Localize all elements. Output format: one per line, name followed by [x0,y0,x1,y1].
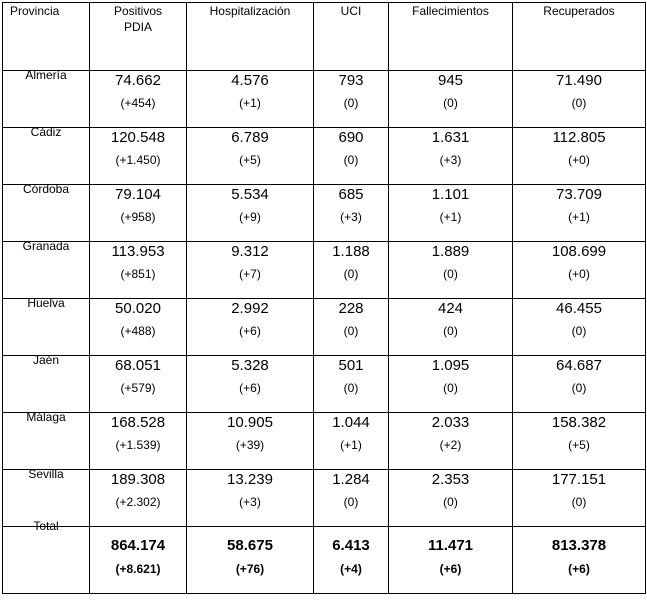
fallecimientos-delta: (0) [443,267,458,281]
hospitalizacion-cell [187,242,314,299]
fallecimientos-cell [389,242,513,299]
fallecimientos-delta: (+1) [439,210,462,224]
provincia-cell [3,353,90,413]
fallecimientos-delta: (0) [443,381,458,395]
recuperados-delta: (+0) [568,153,590,167]
uci-value: 690 [338,129,364,146]
uci-delta: (0) [343,324,359,338]
recuperados-cell [513,413,646,470]
fallecimientos-cell [389,527,513,594]
uci-delta: (0) [343,267,359,281]
hospitalizacion-cell [187,71,314,128]
hospitalizacion-value: 9.312 [231,243,269,260]
positivos-cell [90,185,187,242]
table-row [3,470,646,527]
provincia-cell [3,467,90,527]
fallecimientos-value: 2.353 [431,471,470,488]
recuperados-cell [513,527,646,594]
fallecimientos-cell [389,299,513,356]
recuperados-cell [513,299,646,356]
uci-cell [314,128,389,185]
fallecimientos-value: 1.101 [431,186,470,203]
positivos-value: 79.104 [115,186,161,203]
positivos-delta: (+488) [120,324,156,338]
positivos-delta: (+1.450) [115,153,161,167]
positivos-delta: (+8.621) [115,562,161,576]
header-positivos: Positivos PDIA [90,3,187,71]
hospitalizacion-delta: (+3) [239,495,261,509]
hospitalizacion-cell [187,470,314,527]
positivos-value: 168.528 [110,414,166,431]
positivos-value: 50.020 [115,300,161,317]
table-row [3,356,646,413]
uci-cell [314,527,389,594]
positivos-delta: (+454) [120,96,156,110]
provincia-name: Cádiz [30,125,62,139]
hospitalizacion-value: 13.239 [227,471,273,488]
table-row [3,413,646,470]
recuperados-delta: (0) [571,495,587,509]
uci-cell [314,71,389,128]
recuperados-cell [513,185,646,242]
hospitalizacion-cell [187,527,314,594]
table-row [3,185,646,242]
recuperados-value: 177.151 [551,471,607,488]
table-row [3,128,646,185]
header-hospitalizacion: Hospitalización [187,3,314,71]
fallecimientos-delta: (0) [443,96,458,110]
fallecimientos-delta: (+6) [439,562,462,576]
recuperados-value: 73.709 [556,186,602,203]
fallecimientos-value: 1.095 [431,357,470,374]
recuperados-value: 112.805 [552,129,606,146]
hospitalizacion-delta: (+9) [239,210,261,224]
positivos-value: 74.662 [115,72,161,89]
header-provincia: Provincia [3,3,90,71]
positivos-value: 864.174 [110,537,166,554]
fallecimientos-cell [389,356,513,413]
hospitalizacion-delta: (+7) [239,267,261,281]
hospitalizacion-delta: (+6) [239,324,261,338]
uci-value: 6.413 [332,537,370,554]
recuperados-delta: (+5) [568,438,590,452]
uci-value: 501 [338,357,364,374]
fallecimientos-cell [389,413,513,470]
fallecimientos-value: 1.631 [431,129,470,146]
provincia-name: Granada [22,239,70,253]
uci-cell [314,242,389,299]
fallecimientos-cell [389,128,513,185]
header-fallecimientos: Fallecimientos [389,3,513,71]
uci-value: 793 [338,72,364,89]
positivos-cell [90,413,187,470]
uci-cell [314,185,389,242]
fallecimientos-value: 11.471 [427,537,474,554]
uci-delta: (0) [343,381,359,395]
positivos-delta: (+1.539) [115,438,161,452]
positivos-cell [90,71,187,128]
provincia-cell [3,182,90,242]
uci-value: 1.188 [332,243,370,260]
hospitalizacion-delta: (+76) [235,562,265,576]
provincia-name: Sevilla [28,467,64,481]
fallecimientos-delta: (0) [443,495,458,509]
positivos-value: 189.308 [110,471,166,488]
hospitalizacion-cell [187,299,314,356]
positivos-delta: (+579) [120,381,156,395]
fallecimientos-value: 945 [437,72,464,89]
provincia-cell [3,519,90,594]
table-row [3,242,646,299]
hospitalizacion-cell [187,185,314,242]
uci-delta: (+3) [340,210,362,224]
provincia-name: Córdoba [22,182,70,196]
fallecimientos-cell [389,71,513,128]
positivos-cell [90,299,187,356]
uci-cell [314,299,389,356]
header-recuperados: Recuperados [513,3,646,71]
hospitalizacion-value: 10.905 [227,414,273,431]
fallecimientos-value: 2.033 [431,414,470,431]
recuperados-delta: (+1) [568,210,590,224]
recuperados-value: 813.378 [551,537,607,554]
uci-value: 228 [338,300,364,317]
hospitalizacion-delta: (+5) [239,153,261,167]
header-row [3,3,646,71]
hospitalizacion-delta: (+1) [239,96,261,110]
positivos-cell [90,527,187,594]
uci-delta: (0) [343,96,359,110]
uci-value: 685 [338,186,364,203]
provincia-cell [3,68,90,128]
positivos-value: 113.953 [111,243,165,260]
recuperados-value: 64.687 [556,357,602,374]
fallecimientos-value: 424 [437,300,464,317]
fallecimientos-cell [389,470,513,527]
positivos-value: 120.548 [110,129,166,146]
positivos-cell [90,242,187,299]
recuperados-value: 46.455 [556,300,602,317]
hospitalizacion-value: 5.328 [231,357,269,374]
covid-table [2,2,646,594]
table-row [3,299,646,356]
hospitalizacion-cell [187,413,314,470]
recuperados-cell [513,71,646,128]
provincia-cell [3,296,90,356]
recuperados-value: 108.699 [551,243,607,260]
fallecimientos-value: 1.889 [431,243,470,260]
hospitalizacion-value: 4.576 [231,72,269,89]
recuperados-value: 71.490 [556,72,602,89]
recuperados-delta: (0) [571,96,587,110]
recuperados-cell [513,242,646,299]
recuperados-cell [513,470,646,527]
uci-cell [314,356,389,413]
table-body [3,68,646,594]
provincia-name: Jaén [32,353,60,367]
recuperados-cell [513,128,646,185]
uci-delta: (+1) [340,438,362,452]
hospitalizacion-value: 58.675 [227,537,273,554]
recuperados-delta: (0) [571,324,587,338]
uci-delta: (+4) [340,562,362,576]
hospitalizacion-cell [187,356,314,413]
recuperados-delta: (+0) [568,267,590,281]
hospitalizacion-delta: (+39) [235,438,265,452]
provincia-name: Total [33,519,59,533]
fallecimientos-delta: (+3) [439,153,462,167]
positivos-delta: (+2.302) [115,495,161,509]
hospitalizacion-delta: (+6) [239,381,261,395]
uci-cell [314,470,389,527]
positivos-cell [90,356,187,413]
uci-delta: (0) [343,153,359,167]
uci-value: 1.044 [332,414,370,431]
table-row [3,71,646,128]
hospitalizacion-value: 2.992 [231,300,269,317]
hospitalizacion-value: 5.534 [231,186,269,203]
recuperados-delta: (0) [571,381,587,395]
positivos-cell [90,470,187,527]
total-row [3,527,646,594]
recuperados-value: 158.382 [551,414,607,431]
positivos-cell [90,128,187,185]
fallecimientos-delta: (0) [443,324,458,338]
provincia-name: Huelva [27,296,65,310]
provincia-cell [3,239,90,299]
recuperados-cell [513,356,646,413]
uci-cell [314,413,389,470]
provincia-cell [3,410,90,470]
provincia-name: Almería [25,68,67,82]
uci-value: 1.284 [332,471,370,488]
hospitalizacion-value: 6.789 [231,129,269,146]
header-uci: UCI [314,3,389,71]
fallecimientos-delta: (+2) [439,438,462,452]
positivos-delta: (+851) [120,267,156,281]
uci-delta: (0) [343,495,359,509]
hospitalizacion-cell [187,128,314,185]
provincia-name: Málaga [26,410,66,424]
provincia-cell [3,125,90,185]
positivos-delta: (+958) [120,210,156,224]
positivos-value: 68.051 [115,357,161,374]
recuperados-delta: (+6) [568,562,590,576]
fallecimientos-cell [389,185,513,242]
